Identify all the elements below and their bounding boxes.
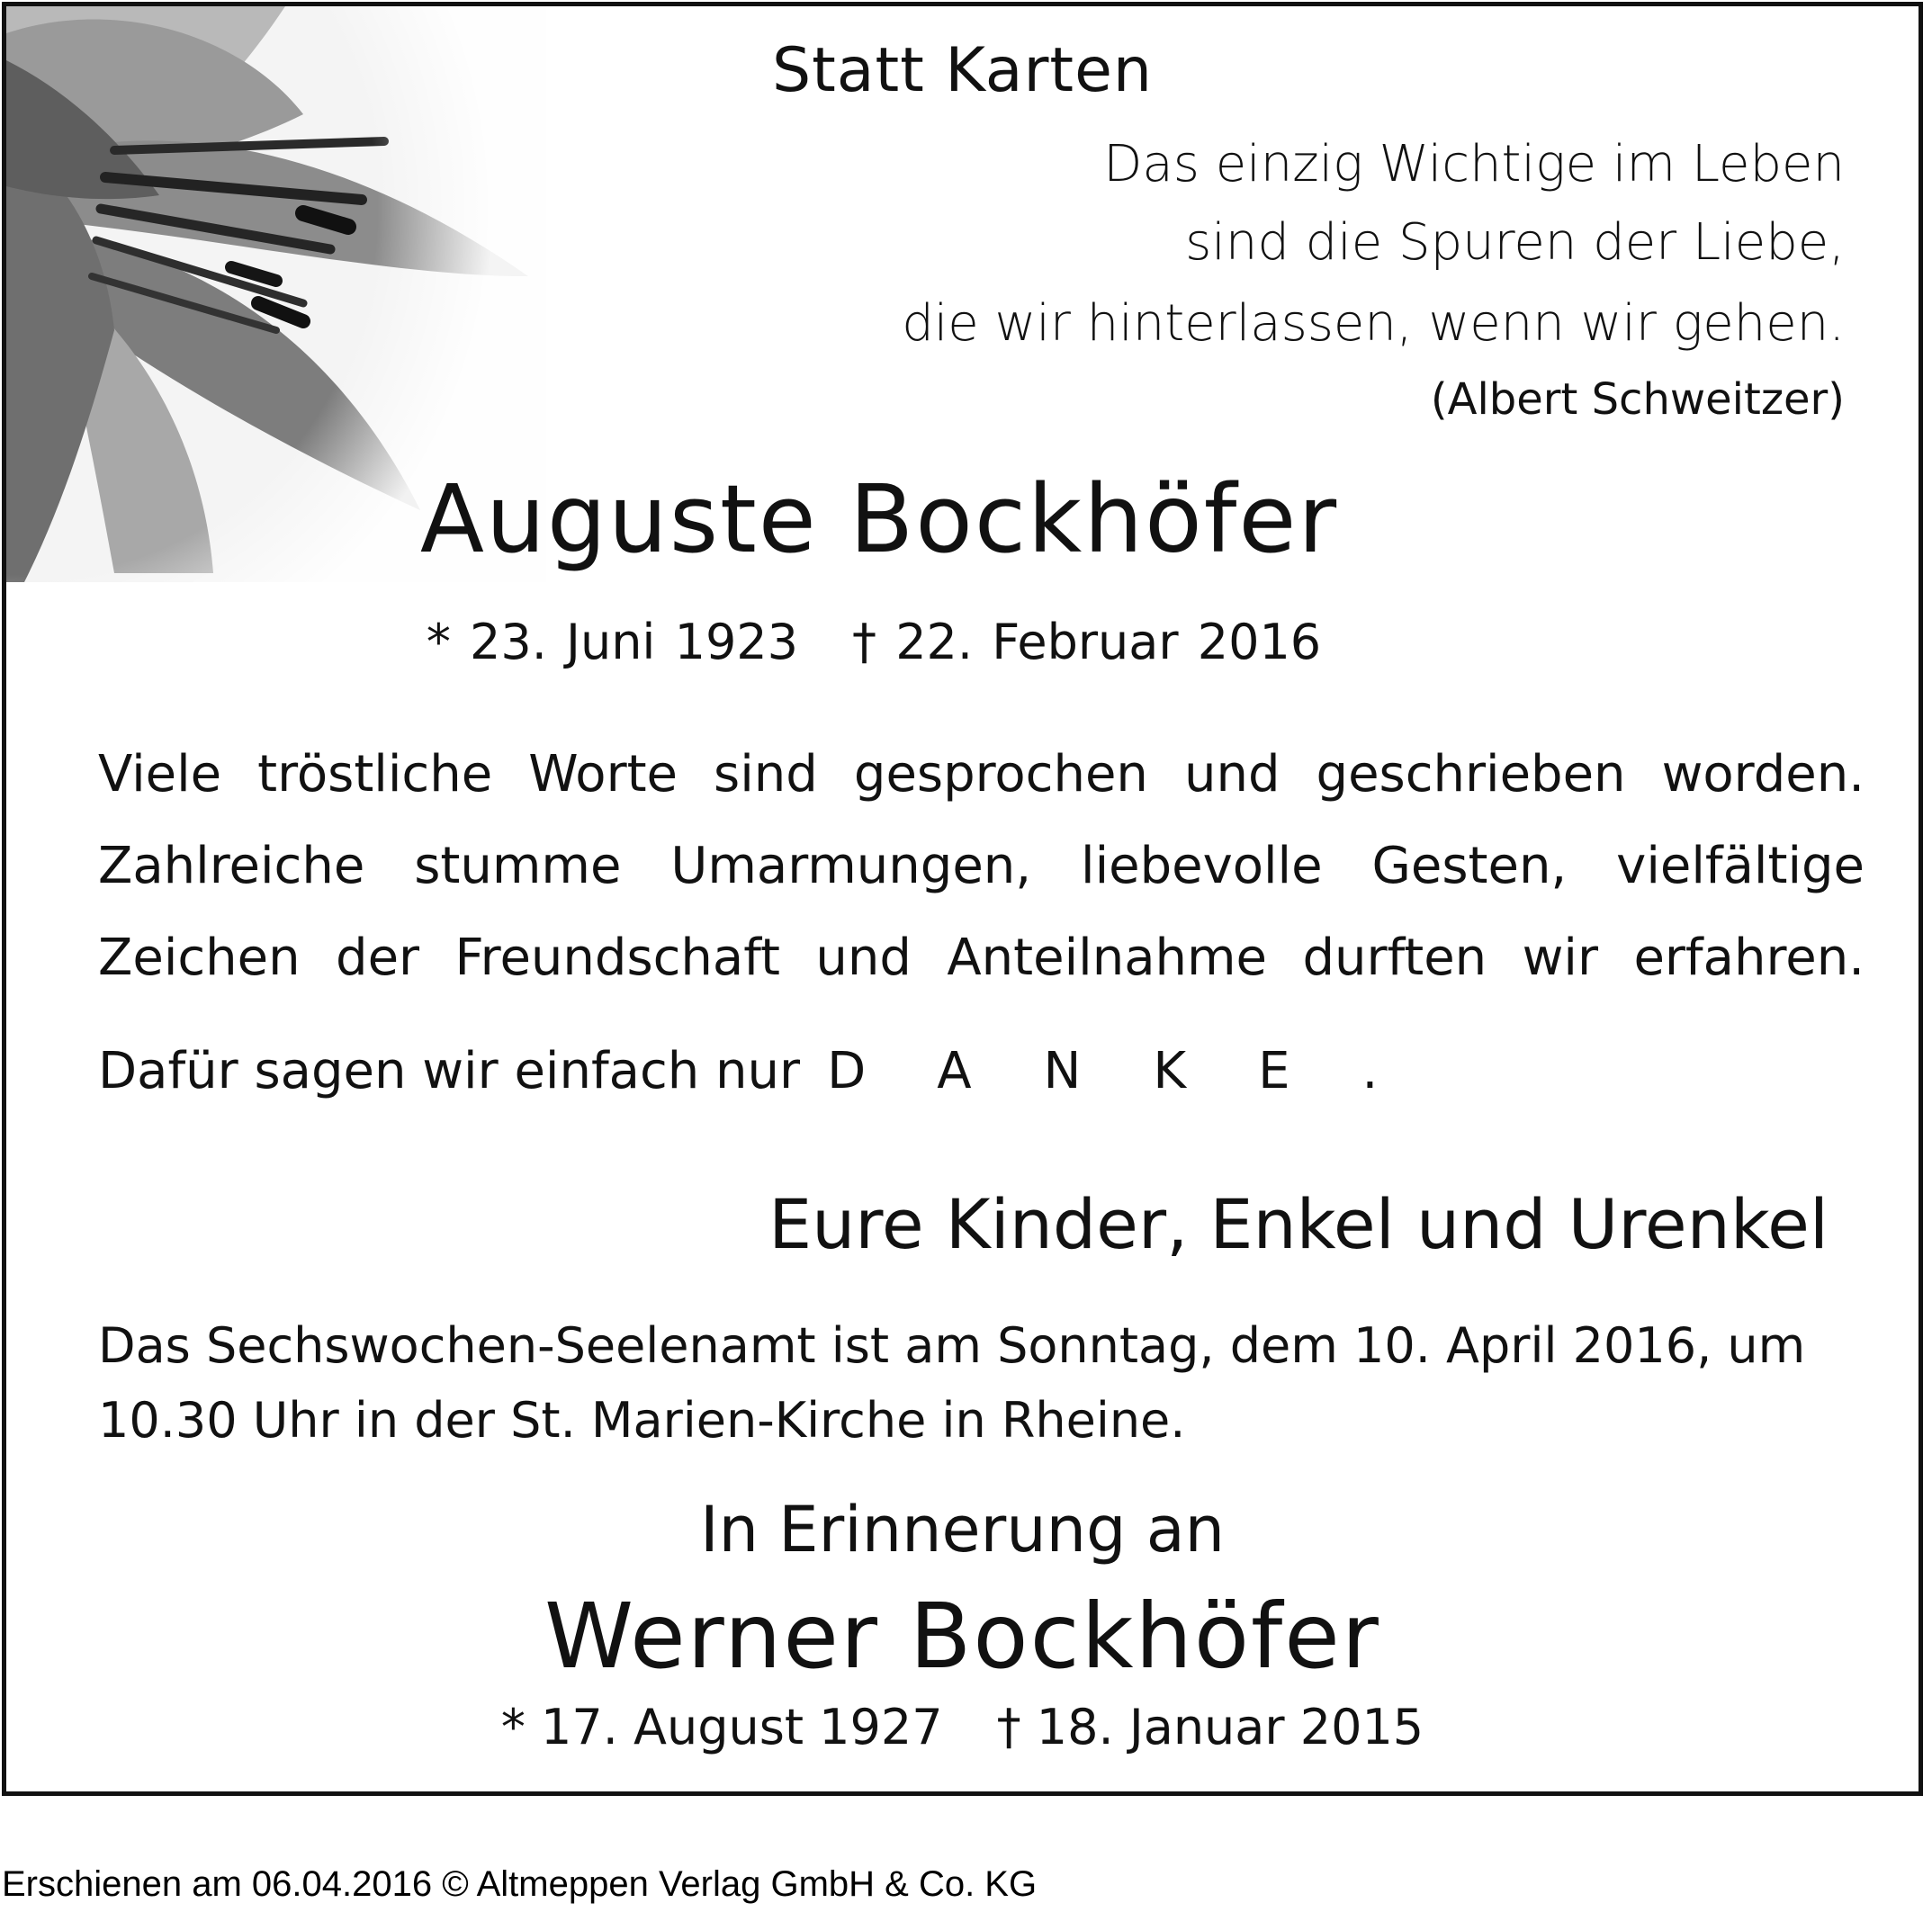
obituary-notice	[2, 2, 1923, 1796]
quote-line-2: sind die Spuren der Liebe,	[1185, 213, 1845, 272]
family-signature: Eure Kinder, Enkel und Urenkel	[768, 1184, 1829, 1264]
memorial-heading: In Erinnerung an	[700, 1493, 1225, 1566]
memorial-dates	[6, 1699, 1919, 1755]
message-line-3: Zeichen der Freundschaft und Anteilnahme durften wir erfahren.	[98, 929, 1865, 987]
thanks-word: DANKE.	[827, 1042, 1451, 1100]
mass-announcement-line-2: 10.30 Uhr in der St. Marien-Kirche in Rheine.	[98, 1392, 1186, 1449]
mass-announcement-line-1: Das Sechswochen-Seelenamt ist am Sonntag, dem 10. April 2016, um	[98, 1317, 1806, 1374]
birth-date: * 23. Juni 1923	[426, 614, 799, 670]
thanks-line	[98, 1042, 1451, 1100]
quote-line-3: die wir hinterlassen, wenn wir gehen.	[902, 294, 1845, 353]
thanks-prefix: Dafür sagen wir einfach nur	[98, 1042, 801, 1100]
message-line-2: Zahlreiche stumme Umarmungen, liebevolle Gesten, vielfältige	[98, 837, 1865, 895]
deceased-dates	[6, 614, 1741, 670]
notice-header: Statt Karten	[771, 35, 1154, 106]
message-line-1: Viele tröstliche Worte sind gesprochen und geschrieben worden.	[98, 745, 1865, 803]
deceased-name: Auguste Bockhöfer	[419, 464, 1339, 574]
publication-footer: Erschienen am 06.04.2016 © Altmeppen Verlag GmbH & Co. KG	[2, 1864, 1038, 1904]
memorial-name: Werner Bockhöfer	[544, 1584, 1380, 1689]
quote-line-1: Das einzig Wichtige im Leben	[1103, 135, 1845, 193]
memorial-death-date: † 18. Januar 2015	[996, 1699, 1424, 1755]
memorial-birth-date: * 17. August 1927	[500, 1699, 943, 1755]
death-date: † 22. Februar 2016	[852, 614, 1322, 670]
quote-author: (Albert Schweitzer)	[1430, 374, 1845, 425]
